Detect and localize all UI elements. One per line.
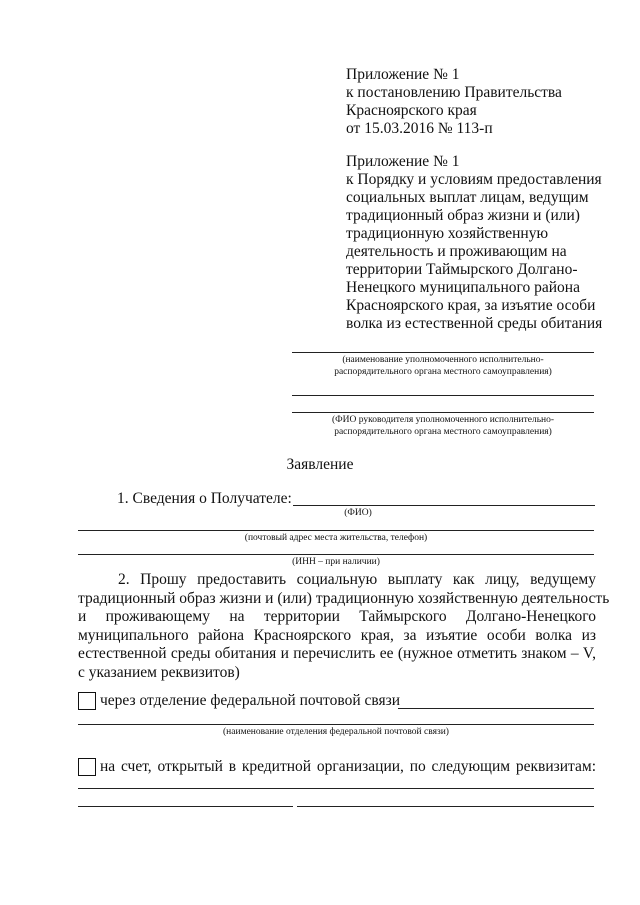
fio-caption: (ФИО) [344, 508, 372, 518]
appendix-line: к постановлению Правительства [346, 84, 562, 101]
head-fio-line[interactable] [292, 412, 594, 413]
paragraph-line: традиционный образ жизни и (или) традиционную хозяйственную деятельность [78, 589, 610, 607]
section2-paragraph [78, 571, 610, 682]
post-office-name-line[interactable] [78, 724, 594, 725]
head-fio-caption: (ФИО руководителя уполномоченного исполнительно- распорядительного органа местного самоуправления) [331, 415, 555, 437]
paragraph-line: естественной среды обитания и перечислить ее (нужное отметить знаком – V, [78, 645, 596, 662]
appendix-line: традиционную хозяйственную [346, 225, 549, 242]
paragraph-line: 2. Прошу предоставить социальную выплату как лицу, ведущему [118, 571, 596, 588]
appendix-line: Красноярского края [346, 102, 477, 119]
appendix-header-1 [346, 66, 562, 138]
paragraph-line: муниципального района Красноярского края, за изъятие особи волка из [78, 626, 596, 644]
paragraph-line: и проживающему на территории Таймырского Долгано-Ненецкого [78, 608, 596, 625]
appendix-line: деятельность и проживающим на [346, 243, 567, 260]
post-office-inline-line[interactable] [398, 708, 594, 709]
appendix-line: территории Таймырского Долгано- [346, 261, 578, 278]
appendix-line: Приложение № 1 [346, 66, 460, 83]
appendix-line: социальных выплат лицам, ведущим [346, 189, 589, 206]
recipient-fio-line[interactable] [293, 505, 595, 506]
address-line[interactable] [78, 530, 594, 531]
post-office-caption: (наименование отделения федеральной почтовой связи) [223, 727, 449, 737]
bank-account-label [100, 758, 596, 777]
document-title: Заявление [286, 456, 354, 473]
bank-account-label-text: на счет, открытый в кредитной организации, по следующим реквизитам: [100, 758, 596, 775]
recipient-label: 1. Сведения о Получателе: [117, 490, 292, 507]
appendix-line: Приложение № 1 [346, 153, 460, 170]
organ-name-line-2[interactable] [292, 395, 594, 396]
appendix-line: традиционный образ жизни и (или) [346, 207, 580, 224]
address-caption: (почтовый адрес места жительства, телефон) [244, 533, 428, 543]
post-office-checkbox[interactable] [78, 692, 96, 710]
appendix-line: волка из естественной среды обитания [346, 315, 603, 332]
appendix-header-2 [346, 153, 602, 333]
organ-name-caption: (наименование уполномоченного исполнительно- распорядительного органа местного самоуправления) [334, 355, 552, 377]
paragraph-line-last: с указанием реквизитов) [78, 663, 240, 681]
bank-details-line-2a[interactable] [78, 806, 293, 807]
inn-line[interactable] [78, 554, 594, 555]
bank-details-line-1[interactable] [78, 788, 594, 789]
inn-caption: (ИНН – при наличии) [292, 557, 380, 567]
appendix-line: к Порядку и условиям предоставления [346, 171, 602, 188]
post-office-label: через отделение федеральной почтовой связи [100, 692, 401, 709]
organ-name-line[interactable] [292, 352, 594, 353]
bank-details-line-2b[interactable] [297, 806, 594, 807]
appendix-line: Ненецкого муниципального района [346, 279, 580, 296]
appendix-line: от 15.03.2016 № 113-п [346, 120, 493, 137]
bank-account-checkbox[interactable] [78, 758, 96, 776]
appendix-line: Красноярского края, за изъятие особи [346, 297, 596, 314]
